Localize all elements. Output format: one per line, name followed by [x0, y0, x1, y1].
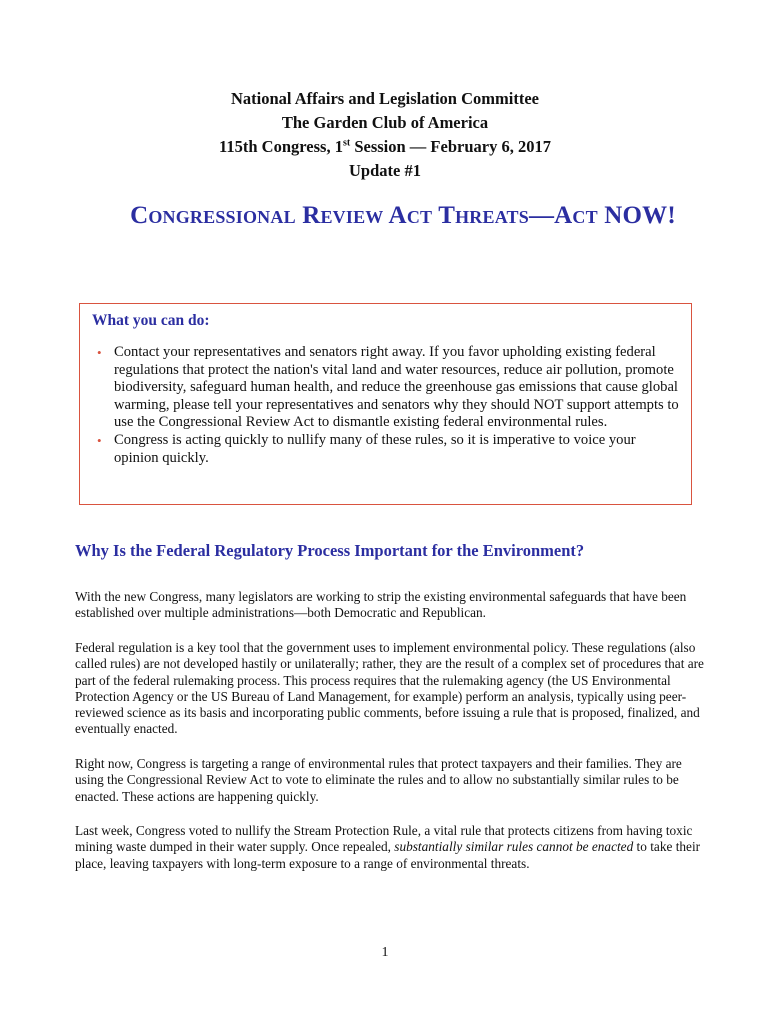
action-list — [92, 344, 682, 467]
committee-name: National Affairs and Legislation Committee — [231, 89, 539, 108]
paragraph: Last week, Congress voted to nullify the Stream Protection Rule, a vital rule that protects citizens from having toxic mining waste dumped in their water supply. Once repealed, substantially similar rules cannot be enacted to take their place, leaving taxpayers with long-term exposure to a range of environmental threats. — [75, 823, 701, 871]
list-item — [92, 432, 682, 467]
action-box — [79, 303, 692, 505]
update-number: Update #1 — [349, 161, 421, 180]
paragraph: Right now, Congress is targeting a range of environmental rules that protect taxpayers and their families. They are using the Congressional Review Act to vote to eliminate the rules and to allow no substantially similar rules to be enacted. These actions are happening quickly. — [75, 756, 682, 804]
bullet-icon: • — [97, 432, 102, 448]
session-line: 115th Congress, 1st Session — February 6, 2017 — [219, 137, 551, 156]
action-box-heading: What you can do: — [92, 312, 210, 329]
paragraph: With the new Congress, many legislators are working to strip the existing environmental safeguards that have been established over multiple administrations—both Democratic and Republican. — [75, 589, 687, 621]
document-header — [0, 87, 770, 183]
document-title: Congressional Review Act Threats—Act NOW! — [130, 202, 676, 229]
paragraph: Federal regulation is a key tool that the government uses to implement environmental policy. These regulations (also called rules) are not developed hastily or unilaterally; rather, they are the result of a complex set of procedures that are part of the federal rulemaking process. This process requires that the rulemaking agency (the US Environmental Protection Agency or the US Bureau of Land Management, for example) perform an analysis, typically using peer-reviewed science as its basis and incorporating public comments, before issuing a rule that is proposed, finalized, and eventually enacted. — [75, 640, 704, 737]
list-item-text: Contact your representatives and senators right away. If you favor upholding existing federal regulations that protect the nation's vital land and water resources, reduce air pollution, promote biodiversity, safeguard human health, and reduce the greenhouse gas emissions that cause global warming, please tell your representatives and senators why they should NOT support attempts to use the Congressional Review Act to dismantle existing federal environmental rules. — [114, 344, 679, 431]
organization-name: The Garden Club of America — [281, 113, 489, 132]
page-number: 1 — [381, 945, 389, 960]
emphasis-text: substantially similar rules cannot be enacted — [394, 839, 634, 855]
bullet-icon: • — [97, 345, 102, 360]
list-item-text: Congress is acting quickly to nullify many of these rules, so it is imperative to voice your opinion quickly. — [114, 431, 636, 466]
section-heading: Why Is the Federal Regulatory Process Important for the Environment? — [75, 541, 585, 560]
list-item — [92, 344, 682, 432]
